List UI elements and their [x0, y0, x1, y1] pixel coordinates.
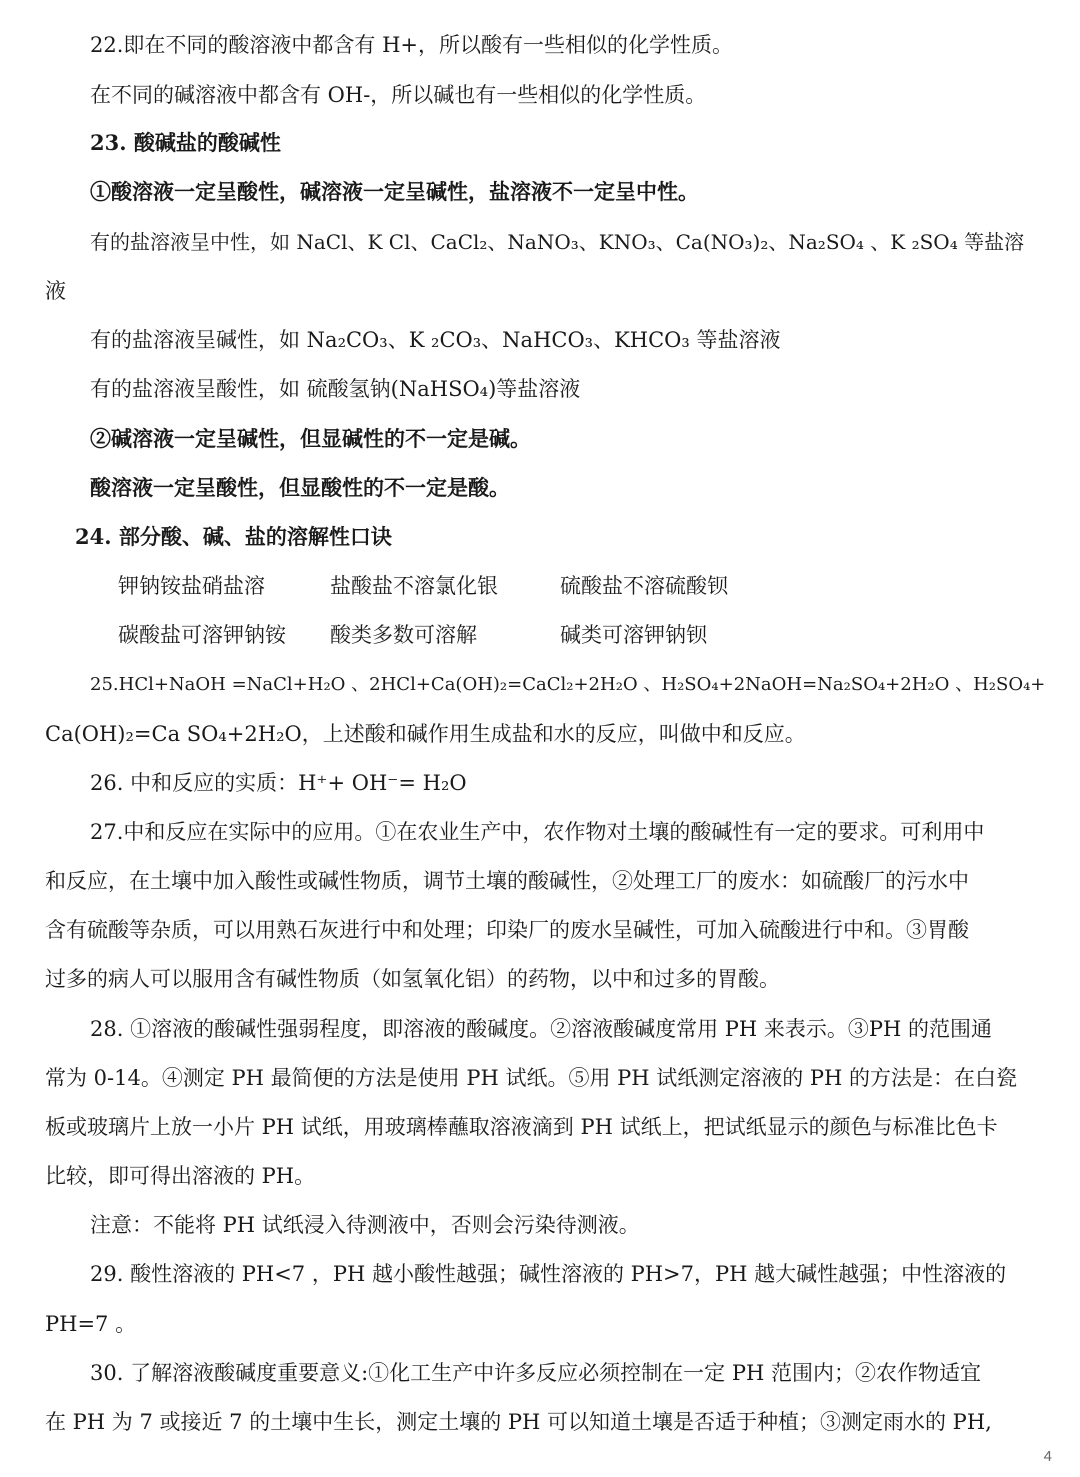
item-28-note: 注意：不能将 PH 试纸浸入待测液中，否则会污染待测液。 — [90, 1213, 640, 1237]
mnemonic-5: 酸类多数可溶解 — [330, 623, 477, 647]
item-26-line: 26. 中和反应的实质：H⁺+ OH⁻= H₂O — [90, 771, 467, 795]
item-22-line1: 22.即在不同的酸溶液中都含有 H+，所以酸有一些相似的化学性质。 — [90, 33, 733, 57]
item-23-heading: 23. 酸碱盐的酸碱性 — [90, 130, 281, 155]
item-29-line2: PH=7 。 — [45, 1312, 137, 1336]
item-28-line1: 28. ①溶液的酸碱性强弱程度，即溶液的酸碱度。②溶液酸碱度常用 PH 来表示。③PH 的范围通 — [90, 1017, 992, 1041]
mnemonic-1: 钾钠铵盐硝盐溶 — [118, 574, 265, 598]
item-27-line1: 27.中和反应在实际中的应用。①在农业生产中，农作物对土壤的酸碱性有一定的要求。可利用中 — [90, 820, 985, 844]
item-30-line2: 在 PH 为 7 或接近 7 的土壤中生长，测定土壤的 PH 可以知道土壤是否适于种植；③测定雨水的 PH, — [45, 1410, 992, 1434]
item-27-line4: 过多的病人可以服用含有碱性物质（如氢氧化铝）的药物，以中和过多的胃酸。 — [45, 967, 780, 991]
mnemonic-3: 硫酸盐不溶硫酸钡 — [560, 574, 728, 598]
neutral-salts-wrap: 液 — [45, 279, 66, 303]
item-23-rule-1: ①酸溶液一定呈酸性，碱溶液一定呈碱性，盐溶液不一定呈中性。 — [90, 179, 699, 204]
acidic-salts-line: 有的盐溶液呈酸性，如 硫酸氢钠(NaHSO₄)等盐溶液 — [90, 377, 581, 401]
item-27-line2: 和反应，在土壤中加入酸性或碱性物质，调节土壤的酸碱性，②处理工厂的废水：如硫酸厂的污水中 — [45, 869, 969, 893]
item-23-rule-3: 酸溶液一定呈酸性，但显酸性的不一定是酸。 — [90, 475, 510, 500]
mnemonic-6: 碱类可溶钾钠钡 — [560, 623, 707, 647]
neutral-salts-line: 有的盐溶液呈中性，如 NaCl、K Cl、CaCl₂、NaNO₃、KNO₃、Ca(NO₃)₂、Na₂SO₄ 、K ₂SO₄ 等盐溶 — [90, 230, 1025, 254]
mnemonic-4: 碳酸盐可溶钾钠铵 — [118, 623, 286, 647]
item-28-line2: 常为 0-14。④测定 PH 最简便的方法是使用 PH 试纸。⑤用 PH 试纸测定溶液的 PH 的方法是：在白瓷 — [45, 1066, 1018, 1090]
item-24-heading: 24. 部分酸、碱、盐的溶解性口诀 — [75, 524, 392, 549]
item-27-line3: 含有硫酸等杂质，可以用熟石灰进行中和处理；印染厂的废水呈碱性，可加入硫酸进行中和。③胃酸 — [45, 918, 969, 942]
page-number: 4 — [1043, 1448, 1052, 1465]
item-28-line3: 板或玻璃片上放一小片 PH 试纸，用玻璃棒蘸取溶液滴到 PH 试纸上，把试纸显示的颜色与标准比色卡 — [45, 1115, 998, 1139]
basic-salts-line: 有的盐溶液呈碱性，如 Na₂CO₃、K ₂CO₃、NaHCO₃、KHCO₃ 等盐溶液 — [90, 328, 781, 352]
item-29-line1: 29. 酸性溶液的 PH<7 ，PH 越小酸性越强；碱性溶液的 PH>7，PH 越大碱性越强；中性溶液的 — [90, 1262, 1007, 1286]
item-23-rule-2: ②碱溶液一定呈碱性，但显碱性的不一定是碱。 — [90, 426, 531, 451]
item-25-line2: Ca(OH)₂=Ca SO₄+2H₂O，上述酸和碱作用生成盐和水的反应，叫做中和反应。 — [45, 722, 806, 746]
item-30-line1: 30. 了解溶液酸碱度重要意义:①化工生产中许多反应必须控制在一定 PH 范围内；②农作物适宜 — [90, 1361, 981, 1385]
mnemonic-2: 盐酸盐不溶氯化银 — [330, 574, 498, 598]
item-22-line2: 在不同的碱溶液中都含有 OH-，所以碱也有一些相似的化学性质。 — [90, 83, 707, 107]
item-28-line4: 比较，即可得出溶液的 PH。 — [45, 1164, 316, 1188]
item-25-line1: 25.HCl+NaOH =NaCl+H₂O 、2HCl+Ca(OH)₂=CaCl₂+2H₂O 、H₂SO₄+2NaOH=Na₂SO₄+2H₂O 、H₂SO₄+ — [90, 674, 1046, 695]
